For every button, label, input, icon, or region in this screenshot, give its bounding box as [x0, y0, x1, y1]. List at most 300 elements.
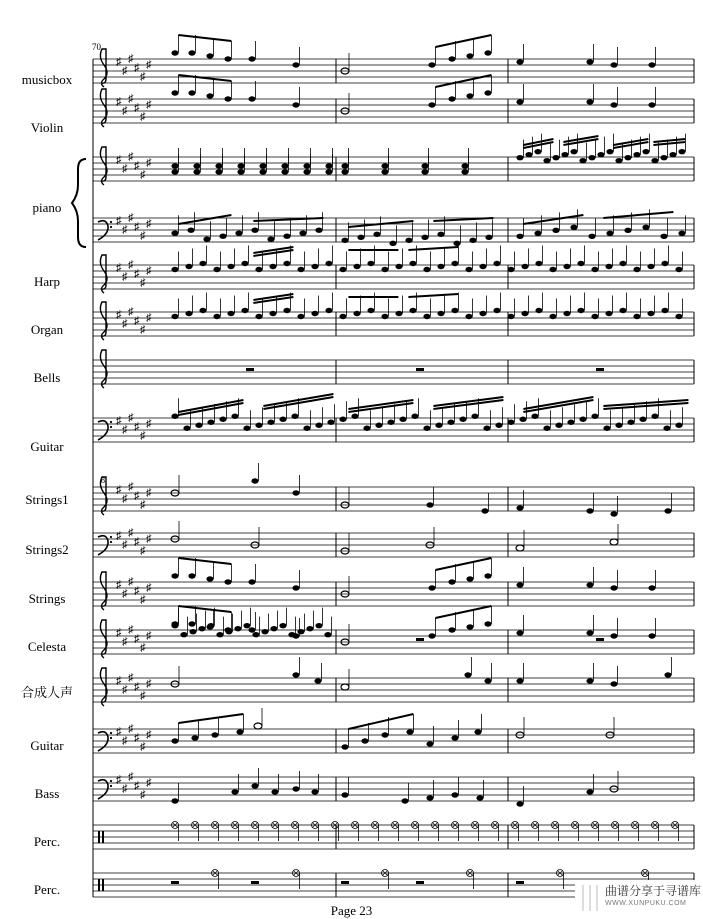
- note-head: [215, 163, 222, 168]
- note-head: [261, 629, 268, 634]
- instrument-label: Celesta: [27, 639, 67, 654]
- instrument-label: Strings: [28, 591, 66, 606]
- key-sharp-icon: ♯: [134, 268, 140, 280]
- note-head: [651, 158, 658, 163]
- note-head: [519, 417, 526, 422]
- key-sharp-icon: ♯: [122, 424, 128, 436]
- rest: [251, 881, 259, 884]
- notes: [171, 463, 672, 517]
- beam-group: [253, 294, 293, 303]
- key-sharp-icon: ♯: [122, 735, 128, 747]
- note-head: [484, 90, 491, 95]
- note-head: [353, 264, 360, 269]
- beam: [178, 75, 231, 81]
- note-head: [325, 308, 332, 313]
- note-head: [299, 230, 306, 235]
- note-head: [409, 308, 416, 313]
- beam-group: [433, 218, 493, 221]
- key-sharp-icon: ♯: [146, 487, 152, 499]
- key-sharp-icon: ♯: [128, 259, 134, 271]
- key-sharp-icon: ♯: [134, 102, 140, 114]
- staff: [93, 255, 694, 293]
- note-head: [437, 311, 444, 316]
- note-head: [283, 261, 290, 266]
- beam: [178, 400, 243, 412]
- rest: [516, 881, 524, 884]
- note-head: [216, 632, 223, 637]
- note-head: [189, 629, 196, 634]
- note-head: [466, 624, 473, 629]
- note-head: [206, 53, 213, 58]
- note-head: [570, 225, 577, 230]
- note-head: [495, 423, 502, 428]
- note-head: [213, 314, 220, 319]
- beam: [408, 247, 458, 250]
- key-sharp-icon: ♯: [122, 105, 128, 117]
- note-head: [292, 786, 299, 791]
- treble-clef-icon: [100, 350, 107, 388]
- note-head: [395, 264, 402, 269]
- treble-clef-icon: [100, 668, 107, 706]
- beam-group: [603, 212, 673, 218]
- note-head: [188, 50, 195, 55]
- key-sharp-icon: ♯: [116, 96, 122, 108]
- key-sharp-icon: ♯: [134, 780, 140, 792]
- note-head: [405, 238, 412, 243]
- rest: [596, 638, 604, 641]
- key-sharp-icon: ♯: [122, 588, 128, 600]
- note-head: [395, 311, 402, 316]
- key-sharp-icon: ♯: [146, 678, 152, 690]
- note-head: [577, 261, 584, 266]
- percussion-clef-icon: [98, 879, 100, 891]
- note-head: [493, 261, 500, 266]
- note-head: [297, 314, 304, 319]
- note-head: [586, 99, 593, 104]
- note-head: [219, 233, 226, 238]
- note-head: [241, 261, 248, 266]
- bass-clef-dot: [110, 221, 112, 223]
- note-head: [187, 227, 194, 232]
- key-sharp-icon: ♯: [116, 215, 122, 227]
- note-head: [341, 684, 349, 690]
- note-head: [198, 626, 205, 631]
- key-sharp-icon: ♯: [140, 499, 146, 511]
- key-sharp-icon: ♯: [140, 545, 146, 557]
- note-head: [271, 789, 278, 794]
- note-head: [447, 420, 454, 425]
- note-head: [647, 264, 654, 269]
- key-sharp-icon: ♯: [116, 726, 122, 738]
- rest: [416, 881, 424, 884]
- staff: [93, 771, 694, 801]
- notes: [171, 35, 655, 74]
- note-head: [597, 152, 604, 157]
- note-head: [224, 56, 231, 61]
- note-head: [507, 314, 514, 319]
- note-head: [534, 231, 541, 236]
- note-head: [288, 632, 295, 637]
- note-head: [224, 96, 231, 101]
- note-head: [171, 169, 178, 174]
- beam-group: [253, 247, 293, 256]
- note-head: [251, 227, 258, 232]
- note-head: [327, 420, 334, 425]
- key-sharp-icon: ♯: [146, 630, 152, 642]
- key-sharp-icon: ♯: [134, 421, 140, 433]
- note-head: [213, 267, 220, 272]
- note-head: [586, 508, 593, 513]
- note-head: [389, 241, 396, 246]
- note-head: [193, 163, 200, 168]
- note-head: [535, 261, 542, 266]
- note-head: [586, 59, 593, 64]
- key-sharp-icon: ♯: [122, 493, 128, 505]
- note-head: [586, 789, 593, 794]
- note-head: [248, 56, 255, 61]
- beam-group: [435, 606, 491, 618]
- rest: [596, 368, 604, 371]
- treble-clef-icon: [100, 302, 107, 340]
- note-head: [339, 417, 346, 422]
- note-head: [185, 311, 192, 316]
- key-sharp-icon: ♯: [140, 741, 146, 753]
- note-head: [283, 308, 290, 313]
- beam: [435, 558, 491, 570]
- key-sharp-icon: ♯: [128, 53, 134, 65]
- key-sharp-icon: ♯: [134, 315, 140, 327]
- note-head: [561, 152, 568, 157]
- key-sharp-icon: ♯: [128, 527, 134, 539]
- beam-group: [523, 215, 583, 224]
- key-sharp-icon: ♯: [134, 633, 140, 645]
- key-sharp-icon: ♯: [128, 93, 134, 105]
- percussion-clef-icon: [98, 831, 100, 843]
- note-head: [401, 798, 408, 803]
- key-sharp-icon: ♯: [140, 169, 146, 181]
- note-head: [437, 264, 444, 269]
- note-head: [605, 264, 612, 269]
- note-head: [303, 163, 310, 168]
- note-head: [543, 158, 550, 163]
- note-head: [459, 417, 466, 422]
- key-sharp-icon: ♯: [122, 65, 128, 77]
- note-head: [324, 632, 331, 637]
- note-head: [474, 729, 481, 734]
- note-head: [270, 626, 277, 631]
- note-head: [248, 627, 255, 632]
- note-head: [516, 545, 524, 551]
- note-head: [642, 149, 649, 154]
- note-head: [171, 163, 178, 168]
- note-head: [606, 149, 613, 154]
- note-head: [669, 152, 676, 157]
- note-head: [484, 50, 491, 55]
- bass-clef-dot: [110, 541, 112, 543]
- key-sharp-icon: ♯: [134, 585, 140, 597]
- note-head: [227, 311, 234, 316]
- key-sharp-icon: ♯: [146, 218, 152, 230]
- note-head: [451, 261, 458, 266]
- key-sharp-icon: ♯: [116, 309, 122, 321]
- note-head: [661, 261, 668, 266]
- note-head: [549, 267, 556, 272]
- treble-clef-icon: [100, 572, 107, 610]
- key-sharp-icon: ♯: [146, 418, 152, 430]
- note-head: [235, 230, 242, 235]
- instrument-label: piano: [32, 200, 62, 215]
- note-head: [476, 795, 483, 800]
- key-sharp-icon: ♯: [128, 672, 134, 684]
- note-head: [188, 573, 195, 578]
- beam-group: [433, 397, 503, 409]
- note-head: [315, 623, 322, 628]
- note-head: [183, 426, 190, 431]
- note-head: [211, 732, 218, 737]
- note-head: [610, 633, 617, 638]
- instrument-label: Violin: [30, 120, 64, 135]
- note-head: [481, 508, 488, 513]
- note-head: [633, 152, 640, 157]
- note-head: [188, 621, 195, 626]
- beam-group: [523, 139, 553, 148]
- key-sharp-icon: ♯: [140, 111, 146, 123]
- note-head: [648, 633, 655, 638]
- key-sharp-icon: ♯: [122, 318, 128, 330]
- note-head: [171, 798, 178, 803]
- note-head: [521, 311, 528, 316]
- instrument-label: Bells: [33, 370, 61, 385]
- note-head: [661, 308, 668, 313]
- beam-group: [603, 400, 688, 409]
- note-head: [373, 232, 380, 237]
- key-sharp-icon: ♯: [146, 312, 152, 324]
- note-head: [251, 783, 258, 788]
- note-head: [678, 149, 685, 154]
- note-head: [171, 623, 178, 628]
- beam-group: [348, 714, 413, 729]
- note-head: [185, 264, 192, 269]
- note-head: [660, 155, 667, 160]
- note-head: [423, 314, 430, 319]
- key-sharp-icon: ♯: [146, 533, 152, 545]
- note-head: [357, 235, 364, 240]
- note-head: [516, 582, 523, 587]
- beam-group: [435, 35, 491, 47]
- note-head: [428, 585, 435, 590]
- note-head: [341, 792, 348, 797]
- note-head: [648, 585, 655, 590]
- note-head: [466, 53, 473, 58]
- note-head: [243, 623, 250, 628]
- note-head: [267, 420, 274, 425]
- rest: [171, 881, 179, 884]
- key-sharp-icon: ♯: [122, 224, 128, 236]
- key-sharp-icon: ♯: [140, 642, 146, 654]
- beam: [178, 215, 231, 224]
- note-head: [292, 490, 299, 495]
- note-head: [234, 626, 241, 631]
- note-head: [516, 99, 523, 104]
- note-head: [306, 626, 313, 631]
- note-head: [325, 169, 332, 174]
- notes: [171, 558, 655, 597]
- note-head: [269, 264, 276, 269]
- notes: [246, 368, 604, 371]
- note-head: [479, 311, 486, 316]
- beam: [523, 215, 583, 224]
- note-head: [466, 93, 473, 98]
- note-head: [224, 579, 231, 584]
- key-sharp-icon: ♯: [146, 729, 152, 741]
- instrument-label: Strings2: [25, 542, 69, 557]
- key-sharp-icon: ♯: [128, 576, 134, 588]
- notes: [171, 521, 618, 554]
- note-head: [237, 169, 244, 174]
- note-head: [624, 228, 631, 233]
- key-sharp-icon: ♯: [128, 624, 134, 636]
- instrument-label: Harp: [34, 274, 60, 289]
- note-head: [615, 423, 622, 428]
- instrument-label: musicbox: [21, 72, 73, 87]
- rest: [246, 368, 254, 371]
- note-head: [315, 227, 322, 232]
- note-head: [591, 414, 598, 419]
- note-head: [642, 225, 649, 230]
- staff: [93, 476, 694, 515]
- key-sharp-icon: ♯: [116, 627, 122, 639]
- key-sharp-icon: ♯: [128, 481, 134, 493]
- rest: [416, 638, 424, 641]
- key-sharp-icon: ♯: [116, 579, 122, 591]
- treble-clef-icon: [100, 89, 107, 127]
- note-head: [315, 423, 322, 428]
- key-sharp-icon: ♯: [116, 262, 122, 274]
- beam: [178, 606, 231, 612]
- note-head: [615, 158, 622, 163]
- notes: [171, 657, 672, 690]
- note-head: [195, 423, 202, 428]
- watermark-url: WWW.XUNPUKU.COM: [605, 900, 687, 907]
- note-head: [633, 314, 640, 319]
- note-head: [353, 311, 360, 316]
- note-head: [552, 155, 559, 160]
- bass-clef-dot: [110, 732, 112, 734]
- note-head: [469, 238, 476, 243]
- bass-clef-dot: [110, 426, 112, 428]
- notes: [171, 134, 685, 175]
- note-head: [206, 576, 213, 581]
- instrument-label: Guitar: [30, 738, 64, 753]
- bass-clef-dot: [110, 536, 112, 538]
- note-head: [171, 573, 178, 578]
- note-head: [610, 62, 617, 67]
- note-head: [549, 314, 556, 319]
- note-head: [426, 502, 433, 507]
- note-head: [303, 426, 310, 431]
- beam: [253, 218, 323, 221]
- note-head: [219, 417, 226, 422]
- note-head: [579, 417, 586, 422]
- note-head: [605, 311, 612, 316]
- beam: [433, 218, 493, 221]
- note-head: [466, 576, 473, 581]
- note-head: [203, 236, 210, 241]
- key-sharp-icon: ♯: [122, 636, 128, 648]
- note-head: [484, 621, 491, 626]
- note-head: [678, 231, 685, 236]
- key-sharp-icon: ♯: [128, 723, 134, 735]
- note-head: [531, 414, 538, 419]
- beam-group: [178, 215, 231, 224]
- note-head: [171, 267, 178, 272]
- note-head: [448, 96, 455, 101]
- note-head: [664, 508, 671, 513]
- beam-group: [523, 397, 593, 412]
- note-head: [633, 267, 640, 272]
- key-sharp-icon: ♯: [116, 154, 122, 166]
- note-head: [199, 261, 206, 266]
- key-sharp-icon: ♯: [146, 582, 152, 594]
- note-head: [279, 417, 286, 422]
- note-head: [675, 314, 682, 319]
- note-head: [421, 169, 428, 174]
- note-head: [207, 623, 214, 628]
- note-head: [570, 149, 577, 154]
- note-head: [507, 267, 514, 272]
- key-sharp-icon: ♯: [146, 157, 152, 169]
- note-head: [243, 426, 250, 431]
- note-head: [421, 235, 428, 240]
- note-head: [639, 417, 646, 422]
- key-sharp-icon: ♯: [134, 160, 140, 172]
- beam: [348, 714, 413, 729]
- note-head: [552, 228, 559, 233]
- key-sharp-icon: ♯: [128, 412, 134, 424]
- measure-number: 70: [92, 42, 101, 52]
- treble-clef-icon: [100, 255, 107, 293]
- note-head: [428, 633, 435, 638]
- note-head: [339, 267, 346, 272]
- instrument-label: 合成人声: [20, 685, 74, 700]
- note-head: [215, 169, 222, 174]
- note-head: [387, 420, 394, 425]
- note-head: [471, 414, 478, 419]
- note-head: [507, 420, 514, 425]
- beam-group: [178, 400, 243, 415]
- note-head: [236, 729, 243, 734]
- beam: [178, 558, 231, 564]
- note-head: [484, 678, 491, 683]
- key-sharp-icon: ♯: [122, 163, 128, 175]
- note-head: [648, 102, 655, 107]
- beam: [435, 35, 491, 47]
- key-sharp-icon: ♯: [134, 62, 140, 74]
- note-head: [237, 163, 244, 168]
- bass-clef-dot: [110, 785, 112, 787]
- note-head: [648, 62, 655, 67]
- treble-clef-icon: [100, 49, 107, 87]
- rest: [416, 368, 424, 371]
- note-head: [586, 582, 593, 587]
- note-head: [521, 264, 528, 269]
- note-head: [603, 426, 610, 431]
- note-head: [428, 102, 435, 107]
- key-sharp-icon: ♯: [116, 675, 122, 687]
- note-head: [281, 169, 288, 174]
- page-number: Page 23: [330, 903, 373, 918]
- note-head: [448, 579, 455, 584]
